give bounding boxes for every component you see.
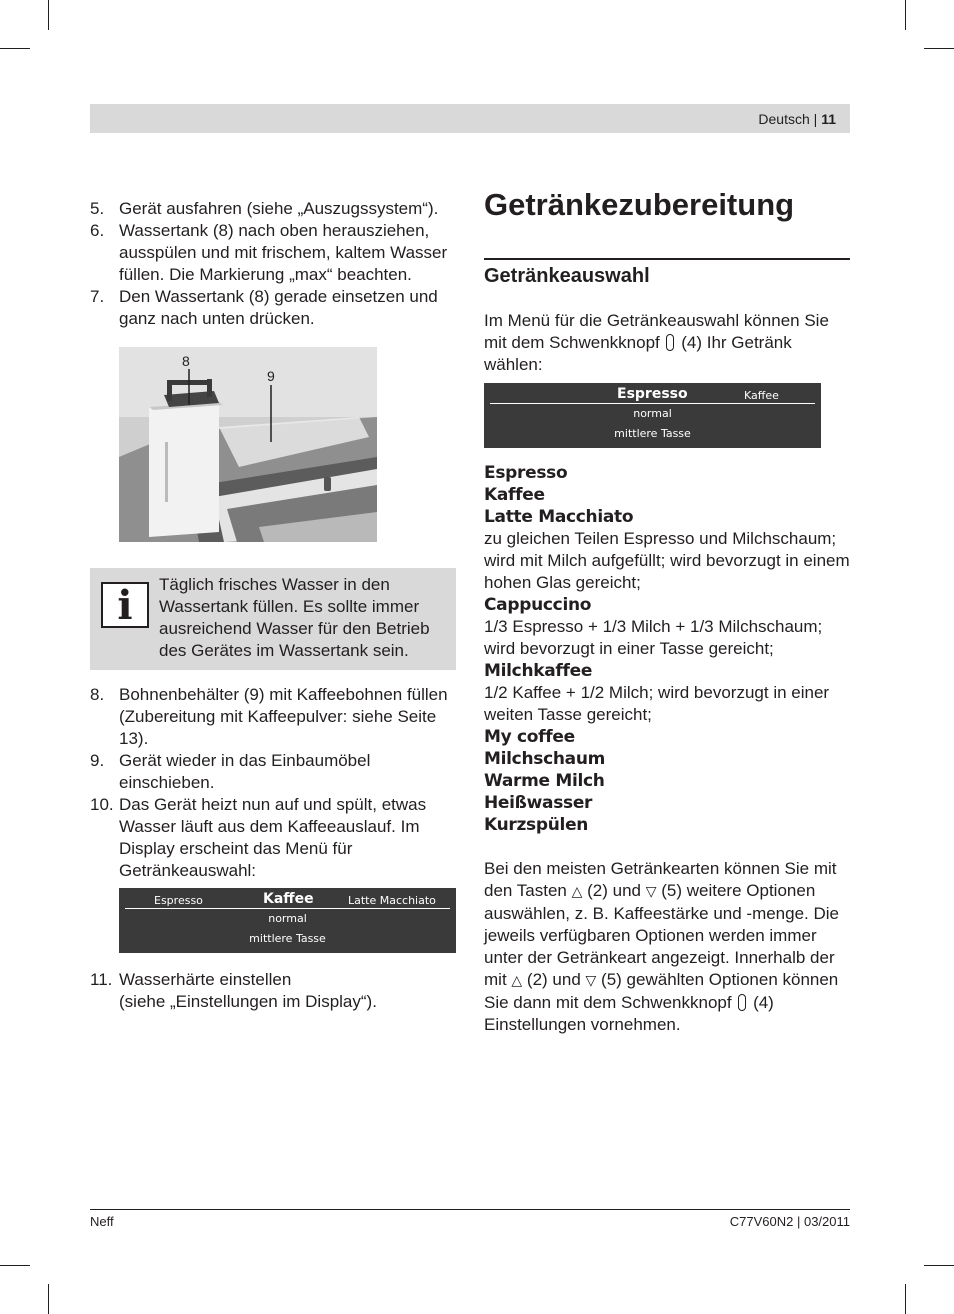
triangle-up-icon: △ bbox=[571, 884, 583, 900]
page-header bbox=[90, 104, 850, 133]
beverage-description: 1/3 Espresso + 1/3 Milch + 1/3 Milchschaum; wird bevorzugt in einer Tasse gereicht; bbox=[484, 617, 823, 658]
options-text: Bei den meisten Getränkearten können Sie mit den Tasten △ (2) und ▽ (5) weitere Optionen auswählen, z. B. Kaffeestärke und -menge. Die jeweils verfügbaren Optionen werden immer unter der Getränkeart angezeigt. Innerhalb der mit △ (2) und ▽ (5) gewählten Optionen können Sie dann mit dem Schwenkknopf (4) Einstellungen vornehmen. bbox=[484, 859, 839, 1034]
appliance-illustration bbox=[119, 347, 377, 542]
triangle-down-icon: ▽ bbox=[585, 973, 597, 989]
beverage-list bbox=[484, 462, 852, 836]
right-column bbox=[484, 186, 852, 1036]
display-line-3: mittlere Tasse bbox=[249, 932, 326, 945]
title-divider bbox=[484, 258, 850, 260]
crop-mark bbox=[48, 1284, 49, 1314]
list-item: 11. Wasserhärte einstellen (siehe „Einstellungen im Display“). bbox=[90, 970, 377, 1011]
display-menu-kaffee bbox=[119, 888, 456, 953]
beverage-milchschaum: Milchschaum bbox=[484, 749, 606, 769]
list-item: 7. Den Wassertank (8) gerade einsetzen und ganz nach unten drücken. bbox=[90, 287, 438, 328]
water-tank-photo bbox=[119, 347, 377, 542]
display-line-2: normal bbox=[268, 912, 307, 925]
step-list bbox=[90, 969, 458, 1013]
list-item: 8. Bohnenbehälter (9) mit Kaffeebohnen füllen (Zubereitung mit Kaffeepulver: siehe Seite 13). bbox=[90, 685, 448, 748]
intro-text: Im Menü für die Getränkeauswahl können Sie mit dem Schwenkknopf (4) Ihr Getränk wählen: bbox=[484, 311, 829, 374]
rotary-knob-icon bbox=[738, 994, 746, 1011]
crop-mark bbox=[905, 0, 906, 30]
display-top-row bbox=[125, 890, 450, 909]
display-line-2: normal bbox=[633, 407, 672, 420]
list-item: 9. Gerät wieder in das Einbaumöbel einschieben. bbox=[90, 751, 371, 792]
display-top-row bbox=[490, 385, 815, 404]
header-separator: | bbox=[813, 111, 818, 127]
display-menu-espresso bbox=[484, 383, 821, 448]
crop-mark bbox=[0, 48, 30, 49]
step-list bbox=[90, 684, 458, 882]
beverage-my-coffee: My coffee bbox=[484, 727, 575, 747]
beverage-kurzspuelen: Kurzspülen bbox=[484, 815, 589, 835]
footer-brand: Neff bbox=[90, 1214, 114, 1229]
section-title: Getränkeauswahl bbox=[484, 265, 650, 287]
info-note bbox=[90, 568, 456, 670]
beverage-latte-macchiato: Latte Macchiato bbox=[484, 507, 634, 527]
list-item: 10. Das Gerät heizt nun auf und spült, etwas Wasser läuft aus dem Kaffeeauslauf. Im Display erscheint das Menü für Getränkeauswahl: bbox=[90, 795, 427, 880]
info-icon: i bbox=[101, 582, 149, 628]
crop-mark bbox=[48, 0, 49, 30]
display-option-right: Latte Macchiato bbox=[348, 894, 436, 907]
beverage-warme-milch: Warme Milch bbox=[484, 771, 605, 791]
page-number: 11 bbox=[821, 111, 836, 127]
header-label bbox=[758, 111, 836, 127]
crop-mark bbox=[905, 1284, 906, 1314]
display-option-selected: Espresso bbox=[617, 386, 688, 402]
display-option-selected: Kaffee bbox=[263, 891, 314, 907]
beverage-espresso: Espresso bbox=[484, 463, 568, 483]
triangle-up-icon: △ bbox=[511, 973, 523, 989]
footer-model: C77V60N2 | 03/2011 bbox=[729, 1214, 850, 1229]
callout-8: 8 bbox=[182, 353, 190, 369]
beverage-description: zu gleichen Teilen Espresso und Milchschaum; wird mit Milch aufgefüllt; wird bevorzugt in einem hohen Glas gereicht; bbox=[484, 529, 850, 592]
step-list bbox=[90, 198, 458, 330]
display-line-3: mittlere Tasse bbox=[614, 427, 691, 440]
info-text: Täglich frisches Wasser in den Wassertank füllen. Es sollte immer ausreichend Wasser für den Betrieb des Gerätes im Wassertank sein. bbox=[159, 575, 430, 660]
callout-9: 9 bbox=[267, 368, 275, 384]
beverage-kaffee: Kaffee bbox=[484, 485, 545, 505]
crop-mark bbox=[924, 1265, 954, 1266]
display-option-left: Espresso bbox=[154, 894, 203, 907]
page-title: Getränkezubereitung bbox=[484, 187, 795, 222]
crop-mark bbox=[0, 1265, 30, 1266]
triangle-down-icon: ▽ bbox=[645, 884, 657, 900]
crop-mark bbox=[924, 48, 954, 49]
list-item: 6. Wassertank (8) nach oben herausziehen, ausspülen und mit frischem, kaltem Wasser füllen. Die Markierung „max“ beachten. bbox=[90, 221, 448, 284]
footer-divider bbox=[90, 1209, 850, 1210]
beverage-cappuccino: Cappuccino bbox=[484, 595, 592, 615]
display-option-right: Kaffee bbox=[744, 389, 779, 402]
list-item: 5. Gerät ausfahren (siehe „Auszugssystem“). bbox=[90, 199, 439, 218]
rotary-knob-icon bbox=[666, 334, 674, 351]
beverage-milchkaffee: Milchkaffee bbox=[484, 661, 593, 681]
left-column bbox=[90, 198, 458, 1013]
beverage-heisswasser: Heißwasser bbox=[484, 793, 593, 813]
beverage-description: 1/2 Kaffee + 1/2 Milch; wird bevorzugt in einer weiten Tasse gereicht; bbox=[484, 683, 830, 724]
header-language: Deutsch bbox=[758, 111, 810, 127]
